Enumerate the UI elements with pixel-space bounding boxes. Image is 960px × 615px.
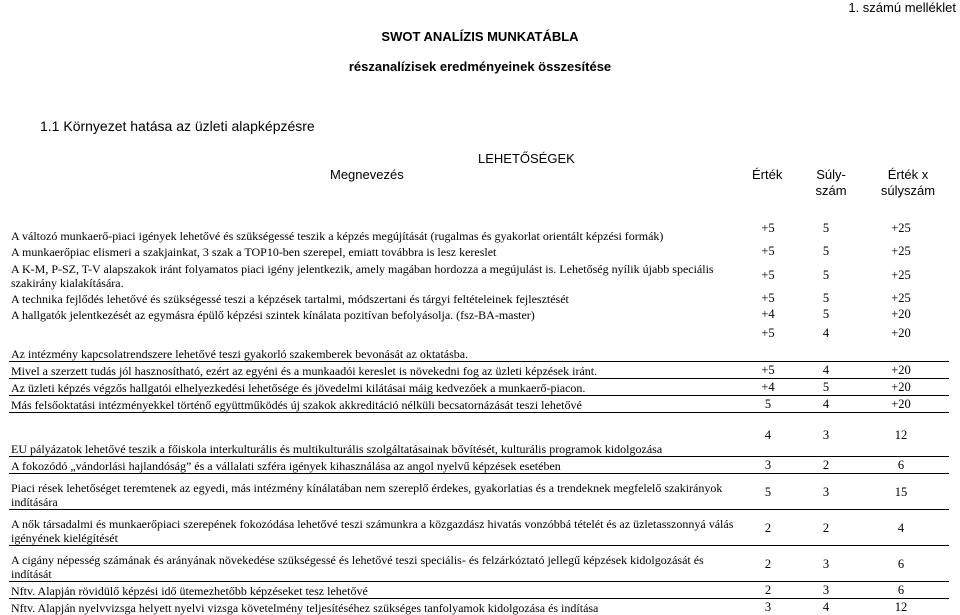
row-value: 3 <box>737 599 799 615</box>
row-value: +5 <box>737 362 799 379</box>
row-text: A technika fejlődés lehetővé és szükségessé teszi a képzések tartalmi, módszertani és tárgyi feltételeinek fejlesztését <box>9 290 737 306</box>
row-product: +20 <box>853 322 949 362</box>
row-value: 4 <box>737 413 799 457</box>
table-row <box>9 546 949 582</box>
row-product: +25 <box>853 243 949 259</box>
row-weight: 5 <box>799 212 853 243</box>
row-product: 12 <box>853 413 949 457</box>
section-title: 1.1 Környezet hatása az üzleti alapképzésre <box>40 118 315 134</box>
row-value: 2 <box>737 582 799 599</box>
row-weight: 2 <box>799 457 853 474</box>
row-text: Piaci rések lehetőséget teremtenek az egyedi, más intézmény kínálatában nem szereplő érdekes, gyakorlatias és a trendeknek megfelelő szakirányok indítására <box>9 474 737 510</box>
row-weight: 4 <box>799 396 853 413</box>
table-row <box>9 599 949 615</box>
row-product: +20 <box>853 362 949 379</box>
row-value: +4 <box>737 306 799 322</box>
swot-table <box>9 212 949 615</box>
row-product: 12 <box>853 599 949 615</box>
table-row <box>9 243 949 259</box>
row-text: Más felsőoktatási intézményekkel történő együttműködés új szakok akkreditáció nélküli becsatornázását teszi lehetővé <box>9 396 737 413</box>
table-row <box>9 362 949 379</box>
col-header-weight: Súly- szám <box>808 167 854 199</box>
table-row <box>9 379 949 396</box>
row-weight: 3 <box>799 546 853 582</box>
row-weight: 3 <box>799 474 853 510</box>
table-row <box>9 306 949 322</box>
row-text: A nők társadalmi és munkaerőpiaci szerepének fokozódása lehetővé teszi számunkra a közgazdász hivatás vonzóbbá tételét és az üzletasszonnyá válás igényének kielégítését <box>9 510 737 546</box>
table-row <box>9 212 949 243</box>
row-value: 2 <box>737 546 799 582</box>
row-value: 5 <box>737 474 799 510</box>
row-product: +20 <box>853 396 949 413</box>
row-weight: 5 <box>799 306 853 322</box>
row-text: Mivel a szerzett tudás jól hasznosítható, ezért az egyéni és a munkaadói kereslet is növekedni fog az üzleti képzések iránt. <box>9 362 737 379</box>
table-caption: LEHETŐSÉGEK <box>478 151 575 166</box>
row-value: 5 <box>737 396 799 413</box>
row-text: Nftv. Alapján nyelvvizsga helyett nyelvi vizsga követelmény teljesítéséhez szükséges tanfolyamok kidolgozása és indítása <box>9 599 737 615</box>
annex-label: 1. számú melléklet <box>848 0 956 15</box>
row-text: EU pályázatok lehetővé teszik a főiskola interkulturális és multikulturális szolgáltatásainak bővítését, kulturális programok kidolgozása <box>9 413 737 457</box>
table-row <box>9 290 949 306</box>
row-product: +25 <box>853 212 949 243</box>
table-row <box>9 413 949 457</box>
row-product: 6 <box>853 546 949 582</box>
row-product: 15 <box>853 474 949 510</box>
row-text: A fokozódó „vándorlási hajlandóság” és a vállalati szféra igények kihasználása az angol nyelvű képzések esetében <box>9 457 737 474</box>
row-weight: 4 <box>799 362 853 379</box>
row-text: Az üzleti képzés végzős hallgatói elhelyezkedési lehetősége és jövedelmi kilátásai máig kedvezőek a munkaerő-piacon. <box>9 379 737 396</box>
table-row <box>9 510 949 546</box>
row-value: +5 <box>737 212 799 243</box>
col-header-name: Megnevezés <box>330 167 404 182</box>
row-text: Nftv. Alapján rövidülő képzési idő ütemezhetőbb képzéseket tesz lehetővé <box>9 582 737 599</box>
row-value: +5 <box>737 259 799 290</box>
page-title: SWOT ANALÍZIS MUNKATÁBLA <box>0 29 960 44</box>
row-weight: 5 <box>799 379 853 396</box>
row-text: A változó munkaerő-piaci igények lehetővé és szükségessé teszik a képzés megújítását (rugalmas és gyakorlat orientált képzési formák) <box>9 212 737 243</box>
row-text: A K-M, P-SZ, T-V alapszakok iránt folyamatos piaci igény jelentkezik, amely magában hordozza a megújulást is. Lehetőség nyílik újabb speciális szakirány kialakítására. <box>9 259 737 290</box>
row-value: +5 <box>737 243 799 259</box>
table-row <box>9 457 949 474</box>
row-product: 4 <box>853 510 949 546</box>
row-weight: 5 <box>799 243 853 259</box>
row-weight: 4 <box>799 599 853 615</box>
row-value: 3 <box>737 457 799 474</box>
row-value: +4 <box>737 379 799 396</box>
col-header-value: Érték <box>752 167 782 182</box>
row-product: +25 <box>853 290 949 306</box>
row-text: A hallgatók jelentkezését az egymásra épülő képzési szintek kínálata pozitívan befolyásolja. (fsz-BA-master) <box>9 306 737 322</box>
row-product: +25 <box>853 259 949 290</box>
col-header-product: Érték x súlyszám <box>862 167 954 199</box>
row-product: 6 <box>853 582 949 599</box>
row-weight: 5 <box>799 259 853 290</box>
row-text: A cigány népesség számának és arányának növekedése szükségessé és lehetővé teszi speciális- és felzárkóztató jellegű képzések kidolgozását és indítását <box>9 546 737 582</box>
page-subtitle: részanalízisek eredményeinek összesítése <box>0 59 960 74</box>
row-weight: 5 <box>799 290 853 306</box>
table-row <box>9 582 949 599</box>
table-row <box>9 396 949 413</box>
row-value: +5 <box>737 290 799 306</box>
row-text: Az intézmény kapcsolatrendszere lehetővé teszi gyakorló szakemberek bevonását az oktatásba. <box>9 322 737 362</box>
row-value: +5 <box>737 322 799 362</box>
table-row <box>9 322 949 362</box>
row-weight: 2 <box>799 510 853 546</box>
row-value: 2 <box>737 510 799 546</box>
row-product: 6 <box>853 457 949 474</box>
row-weight: 4 <box>799 322 853 362</box>
table-row <box>9 259 949 290</box>
row-product: +20 <box>853 306 949 322</box>
row-weight: 3 <box>799 582 853 599</box>
row-text: A munkaerőpiac elismeri a szakjainkat, 3 szak a TOP10-ben szerepel, emiatt továbbra is lesz kereslet <box>9 243 737 259</box>
row-weight: 3 <box>799 413 853 457</box>
table-row <box>9 474 949 510</box>
row-product: +20 <box>853 379 949 396</box>
